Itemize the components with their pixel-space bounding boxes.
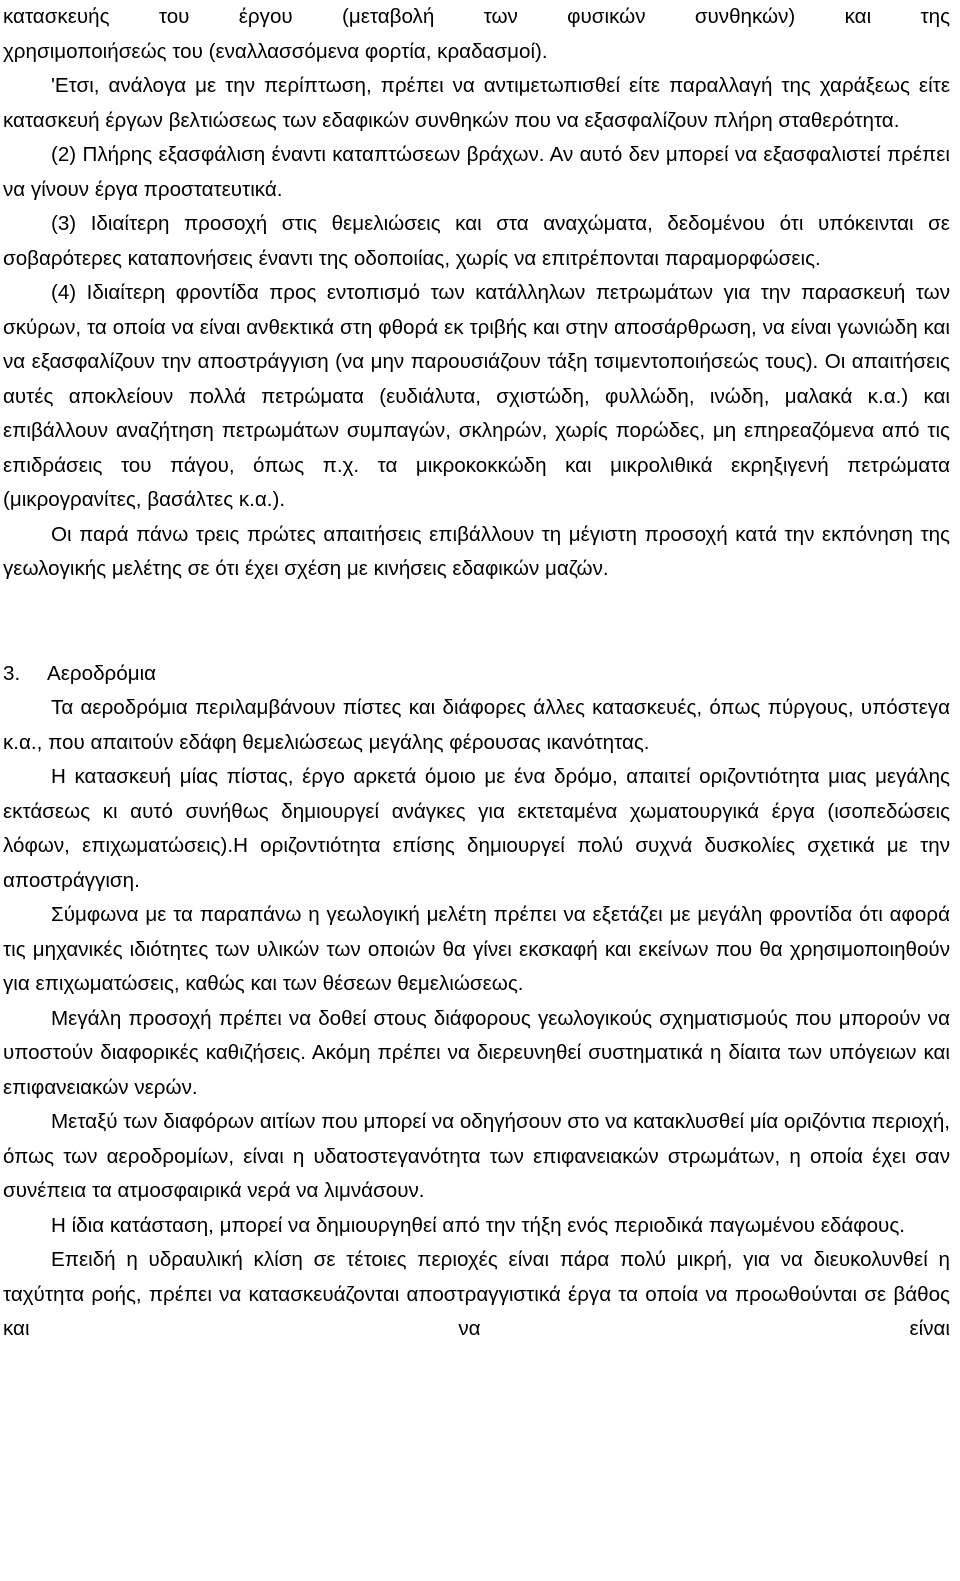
section-heading [3, 657, 950, 692]
paragraph-geological-study-materials: Σύμφωνα με τα παραπάνω η γεωλογική μελέτη πρέπει να εξετάζει με μεγάλη φροντίδα ότι αφορά τις μηχανικές ιδιότητες των υλικών των οποιών θα γίνει εκσκαφή και εκείνων που θα χρησιμοποιηθούν για επιχωματώσεις, καθώς και των θέσεων θεμελιώσεως. [3, 903, 950, 995]
paragraph-geological-study-requirements: Οι παρά πάνω τρεις πρώτες απαιτήσεις επιβάλλουν τη μέγιστη προσοχή κατά την εκπόνηση της γεωλογικής μελέτης σε ότι έχει σχέση με κινήσεις εδαφικών μαζών. [3, 522, 950, 580]
section-title: Αεροδρόμια [47, 661, 157, 685]
opening-line-1: κατασκευής του έργου (μεταβολή των φυσικών συνθηκών) και της [3, 5, 950, 28]
paragraph-drainage-works: Επειδή η υδραυλική κλίση σε τέτοιες περιοχές είναι πάρα πολύ μικρή, για να διευκολυνθεί η ταχύτητα ροής, πρέπει να κατασκευάζονται αποστραγγιστικά έργα τα οποία να προωθούνται σε βάθος και να είναι [3, 1248, 950, 1340]
paragraph-ballast-rocks: (4) Ιδιαίτερη φροντίδα προς εντοπισμό των κατάλληλων πετρωμάτων για την παρασκευή των σκύρων, τα οποία να είναι ανθεκτικά στη φθορά εκ τριβής και στην αποσάρθρωση, να είναι γωνιώδη και να εξασφαλίζουν την αποστράγγιση (να μην παρουσιάζουν τάξη τσιμεντοποιήσεώς τους). Οι απαιτήσεις αυτές αποκλείουν πολλά πετρώματα (ευδιάλυτα, σχιστώδη, φυλλώδη, ινώδη, μαλακά κ.α.) και επιβάλλουν αναζήτηση πετρωμάτων συμπαγών, σκληρών, χωρίς πορώδες, μη επηρεαζόμενα από τις επιδράσεις του πάγου, όπως π.χ. τα μικροκοκκώδη και μικρολιθικά εκρηξιγενή πετρώματα (μικρογρανίτες, βασάλτες κ.α.). [3, 281, 950, 511]
opening-line-2: χρησιμοποιήσεώς του (εναλλασσόμενα φορτία, κραδασμοί). [3, 39, 548, 63]
paragraph-rockfall-protection: (2) Πλήρης εξασφάλιση έναντι καταπτώσεων βράχων. Αν αυτό δεν μπορεί να εξασφαλιστεί πρέπει να γίνουν έργα προστατευτικά. [3, 143, 950, 201]
section-spacer [3, 587, 950, 657]
section-number: 3. [3, 661, 21, 685]
paragraph-flooding-causes: Μεταξύ των διαφόρων αιτίων που μπορεί να οδηγήσουν στο να κατακλυσθεί μία οριζόντια περιοχή, όπως των αεροδρομίων, είναι η υδατοστεγανότητα των επιφανειακών στρωμάτων, η οποία έχει σαν συνέπεια τα ατμοσφαιρικά νερά να λιμνάσουν. [3, 1110, 950, 1202]
paragraph-alignment-options: 'Ετσι, ανάλογα με την περίπτωση, πρέπει να αντιμετωπισθεί είτε παραλλαγή της χαράξεως είτε κατασκευή έργων βελτιώσεως των εδαφικών συνθηκών που να εξασφαλίζουν πλήρη σταθερότητα. [3, 74, 950, 132]
paragraph-runway-construction: Η κατασκευή μίας πίστας, έργο αρκετά όμοιο με ένα δρόμο, απαιτεί οριζοντιότητα μιας μεγάλης εκτάσεως κι αυτό συνήθως δημιουργεί ανάγκες για εκτεταμένα χωματουργικά έργα (ισοπεδώσεις λόφων, επιχωματώσεις).Η οριζοντιότητα επίσης δημιουργεί πολύ συχνά δυσκολίες σχετικά με την αποστράγγιση. [3, 765, 950, 892]
document-page [3, 0, 950, 1347]
paragraph-differential-settlement: Μεγάλη προσοχή πρέπει να δοθεί στους διάφορους γεωλογικούς σχηματισμούς που μπορούν να υποστούν διαφορικές καθιζήσεις. Ακόμη πρέπει να διερευνηθεί συστηματικά η δίαιτα των υπόγειων και επιφανειακών νερών. [3, 1006, 950, 1099]
paragraph-airport-structures: Τα αεροδρόμια περιλαμβάνουν πίστες και διάφορες άλλες κατασκευές, όπως πύργους, υπόστεγα κ.α., που απαιτούν εδάφη θεμελιώσεως μεγάλης φέρουσας ικανότητας. [3, 696, 950, 754]
paragraph-frozen-ground: Η ίδια κατάσταση, μπορεί να δημιουργηθεί από την τήξη ενός περιοδικά παγωμένου εδάφους. [51, 1213, 905, 1237]
paragraph-foundations-embankments: (3) Ιδιαίτερη προσοχή στις θεμελιώσεις και στα αναχώματα, δεδομένου ότι υπόκεινται σε σοβαρότερες καταπονήσεις έναντι της οδοποιίας, χωρίς να επιτρέπονται παραμορφώσεις. [3, 212, 950, 270]
